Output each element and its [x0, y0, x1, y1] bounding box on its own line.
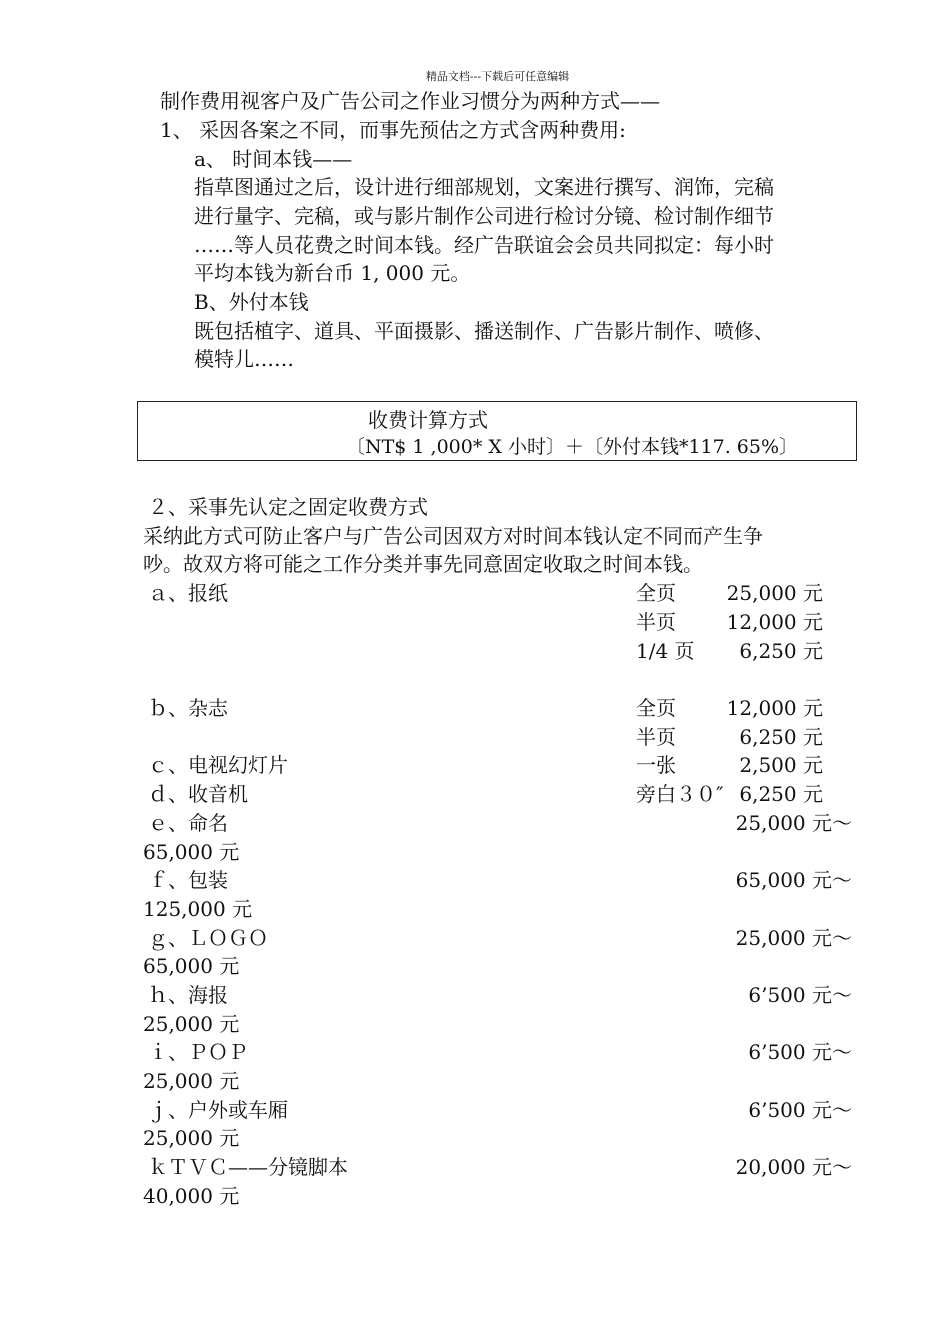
page-header: 精品文档---下载后可任意编辑 — [425, 70, 570, 83]
intro-line: 制作费用视客户及广告公司之作业习惯分为两种方式—— — [160, 89, 660, 113]
item-unit: 一张 — [636, 753, 676, 777]
range-to: 25,000 元 — [143, 1126, 240, 1150]
range-from: 25,000 元～ — [735, 926, 852, 950]
item-label: ｇ、ＬＯＧＯ — [148, 926, 268, 950]
item-price: 25,000 元 — [726, 581, 823, 605]
item-unit: 半页 — [636, 610, 676, 634]
range-to: 65,000 元 — [143, 954, 240, 978]
section-1b-line: 既包括植字、道具、平面摄影、播送制作、广告影片制作、喷修、 — [194, 319, 774, 343]
item-label: ｅ、命名 — [148, 811, 228, 835]
range-to: 65,000 元 — [143, 840, 240, 864]
item-label: ｃ、电视幻灯片 — [148, 753, 288, 777]
item-unit: 1/4 页 — [636, 639, 695, 663]
section-2-line: 吵。故双方将可能之工作分类并事先同意固定收取之时间本钱。 — [143, 552, 703, 576]
item-label: ｋＴＶＣ——分镜脚本 — [148, 1155, 348, 1179]
item-unit: 旁白３０″ — [636, 782, 724, 806]
item-unit: 半页 — [636, 725, 676, 749]
section-1b-line: 模特儿…… — [194, 347, 294, 371]
item-label: ｆ、包装 — [148, 868, 228, 892]
section-1a-line: 进行量字、完稿，或与影片制作公司进行检讨分镜、检讨制作细节 — [194, 204, 774, 228]
item-price: 6,250 元 — [739, 639, 823, 663]
section-1b-title: B、外付本钱 — [194, 290, 309, 314]
item-label: ｂ、杂志 — [148, 696, 228, 720]
item-unit: 全页 — [636, 696, 676, 720]
range-to: 25,000 元 — [143, 1069, 240, 1093]
item-label: ｉ、ＰＯＰ — [148, 1040, 248, 1064]
section-1-title: 1、 采因各案之不同，而事先预估之方式含两种费用: — [160, 118, 626, 142]
section-2-line: 采纳此方式可防止客户与广告公司因双方对时间本钱认定不同而产生争 — [143, 524, 763, 548]
range-to: 40,000 元 — [143, 1184, 240, 1208]
item-price: 12,000 元 — [726, 696, 823, 720]
range-from: 6’500 元～ — [748, 1098, 852, 1122]
range-from: 25,000 元～ — [735, 811, 852, 835]
item-price: 2,500 元 — [739, 753, 823, 777]
item-label: ｊ、户外或车厢 — [148, 1098, 288, 1122]
item-label: ｄ、收音机 — [148, 782, 248, 806]
section-1a-line: ……等人员花费之时间本钱。经广告联谊会会员共同拟定：每小时 — [194, 233, 774, 257]
range-to: 25,000 元 — [143, 1012, 240, 1036]
item-price: 6,250 元 — [739, 782, 823, 806]
range-to: 125,000 元 — [143, 897, 253, 921]
section-1a-line: 平均本钱为新台币 1, 000 元。 — [194, 261, 471, 285]
range-from: 65,000 元～ — [735, 868, 852, 892]
item-price: 12,000 元 — [726, 610, 823, 634]
range-from: 6’500 元～ — [748, 983, 852, 1007]
formula-text: 〔NT$ 1 ,000* X 小时〕＋〔外付本钱*117. 65%〕 — [346, 436, 799, 458]
section-1a-title: a、 时间本钱—— — [194, 147, 353, 171]
section-2-title: ２、采事先认定之固定收费方式 — [148, 495, 428, 519]
section-1a-line: 指草图通过之后，设计进行细部规划，文案进行撰写、润饰，完稿 — [194, 175, 774, 199]
formula-title: 收费计算方式 — [368, 408, 488, 432]
item-price: 6,250 元 — [739, 725, 823, 749]
range-from: 20,000 元～ — [735, 1155, 852, 1179]
item-label: ｈ、海报 — [148, 983, 228, 1007]
item-unit: 全页 — [636, 581, 676, 605]
range-from: 6’500 元～ — [748, 1040, 852, 1064]
item-label: ａ、报纸 — [148, 581, 228, 605]
